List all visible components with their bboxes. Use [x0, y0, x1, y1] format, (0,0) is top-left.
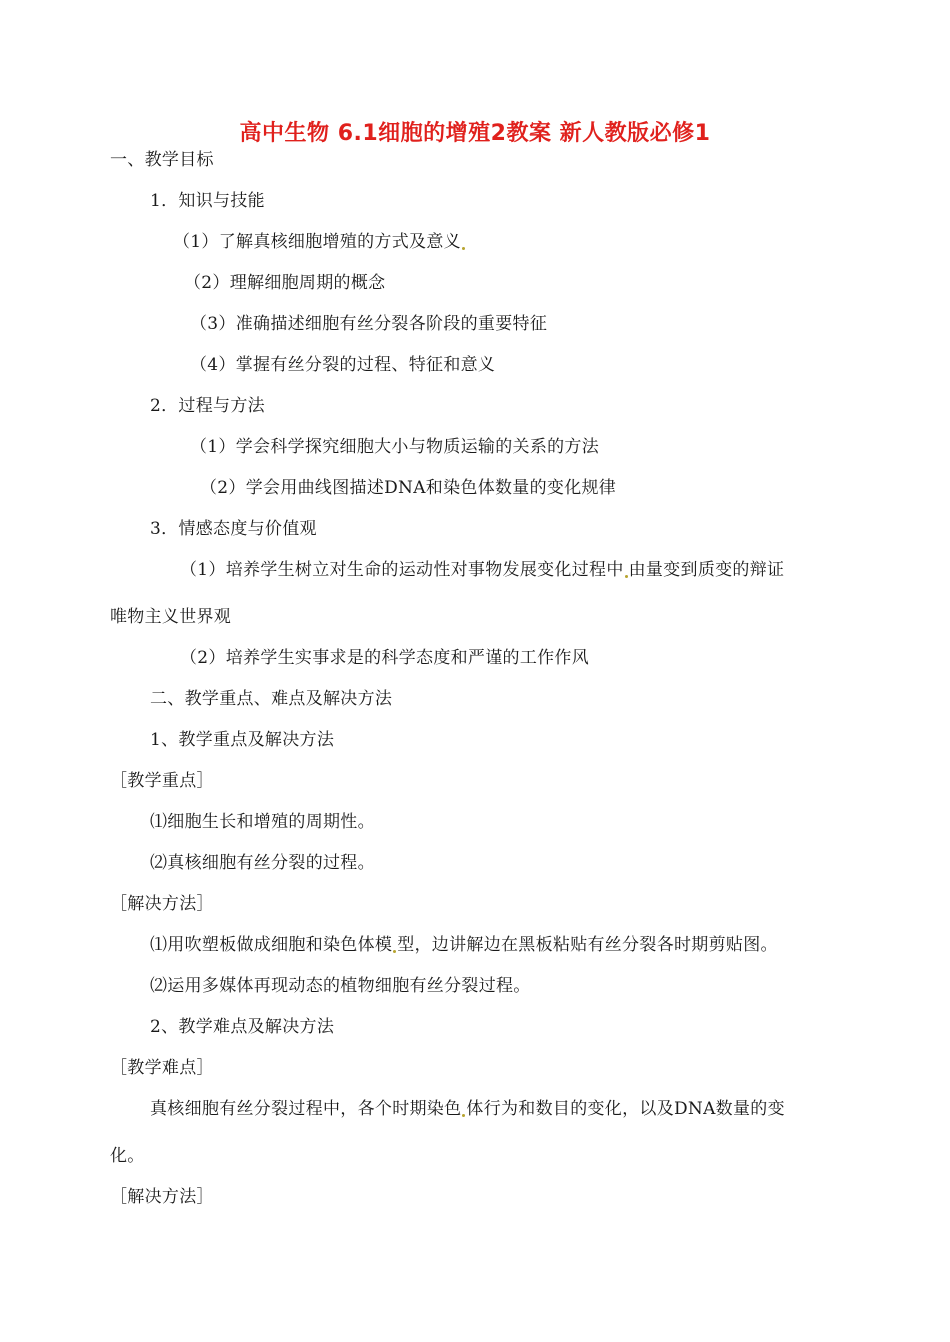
subheading-key-points: 1、教学重点及解决方法	[150, 730, 335, 750]
subheading-knowledge-skills: 1．知识与技能	[150, 191, 265, 211]
paragraph-text: （1）培养学生树立对生命的运动性对事物发展变化过程中	[180, 560, 624, 580]
list-item: （1）学会科学探究细胞大小与物质运输的关系的方法	[190, 437, 600, 457]
list-item: （2）学会用曲线图描述DNA和染色体数量的变化规律	[200, 478, 617, 498]
marker-dot	[462, 1114, 465, 1117]
list-item-text: （1）了解真核细胞增殖的方式及意义	[173, 232, 461, 252]
section-heading-key-points: 二、教学重点、难点及解决方法	[150, 689, 393, 709]
list-item-text: 型，边讲解边在黑板粘贴有丝分裂各时期剪贴图。	[397, 935, 778, 955]
paragraph-text: 体行为和数目的变化，以及DNA数量的变	[466, 1099, 785, 1119]
paragraph-line: 唯物主义世界观	[110, 607, 232, 627]
list-item: ⑵运用多媒体再现动态的植物细胞有丝分裂过程。	[150, 976, 531, 996]
paragraph-text: 由量变到质变的辩证	[628, 560, 785, 580]
section-heading-objectives: 一、教学目标	[110, 150, 214, 170]
list-item: ⑴细胞生长和增殖的周期性。	[150, 812, 375, 832]
list-item: （2）理解细胞周期的概念	[184, 273, 386, 293]
list-item: （2）培养学生实事求是的科学态度和严谨的工作作风	[180, 648, 590, 668]
paragraph-text: 真核细胞有丝分裂过程中，各个时期染色	[150, 1099, 462, 1119]
bracket-label: ［教学难点］	[110, 1058, 214, 1078]
list-item	[150, 934, 778, 956]
bracket-label: ［解决方法］	[110, 894, 214, 914]
marker-dot	[393, 950, 396, 953]
paragraph-line	[180, 559, 784, 581]
list-item-text: ⑴用吹塑板做成细胞和染色体模	[150, 935, 393, 955]
list-item	[173, 231, 466, 253]
bracket-label: ［解决方法］	[110, 1187, 214, 1207]
list-item: ⑵真核细胞有丝分裂的过程。	[150, 853, 375, 873]
subheading-process-methods: 2．过程与方法	[150, 396, 265, 416]
paragraph-line	[150, 1098, 785, 1120]
subheading-attitudes-values: 3．情感态度与价值观	[150, 519, 317, 539]
list-item: （4）掌握有丝分裂的过程、特征和意义	[190, 355, 496, 375]
marker-dot	[462, 247, 465, 250]
marker-dot	[625, 575, 628, 578]
bracket-label: ［教学重点］	[110, 771, 214, 791]
list-item: （3）准确描述细胞有丝分裂各阶段的重要特征	[190, 314, 548, 334]
paragraph-line: 化。	[110, 1146, 145, 1166]
document-title: 高中生物 6.1细胞的增殖2教案 新人教版必修1	[239, 121, 711, 146]
subheading-difficulties: 2、教学难点及解决方法	[150, 1017, 335, 1037]
